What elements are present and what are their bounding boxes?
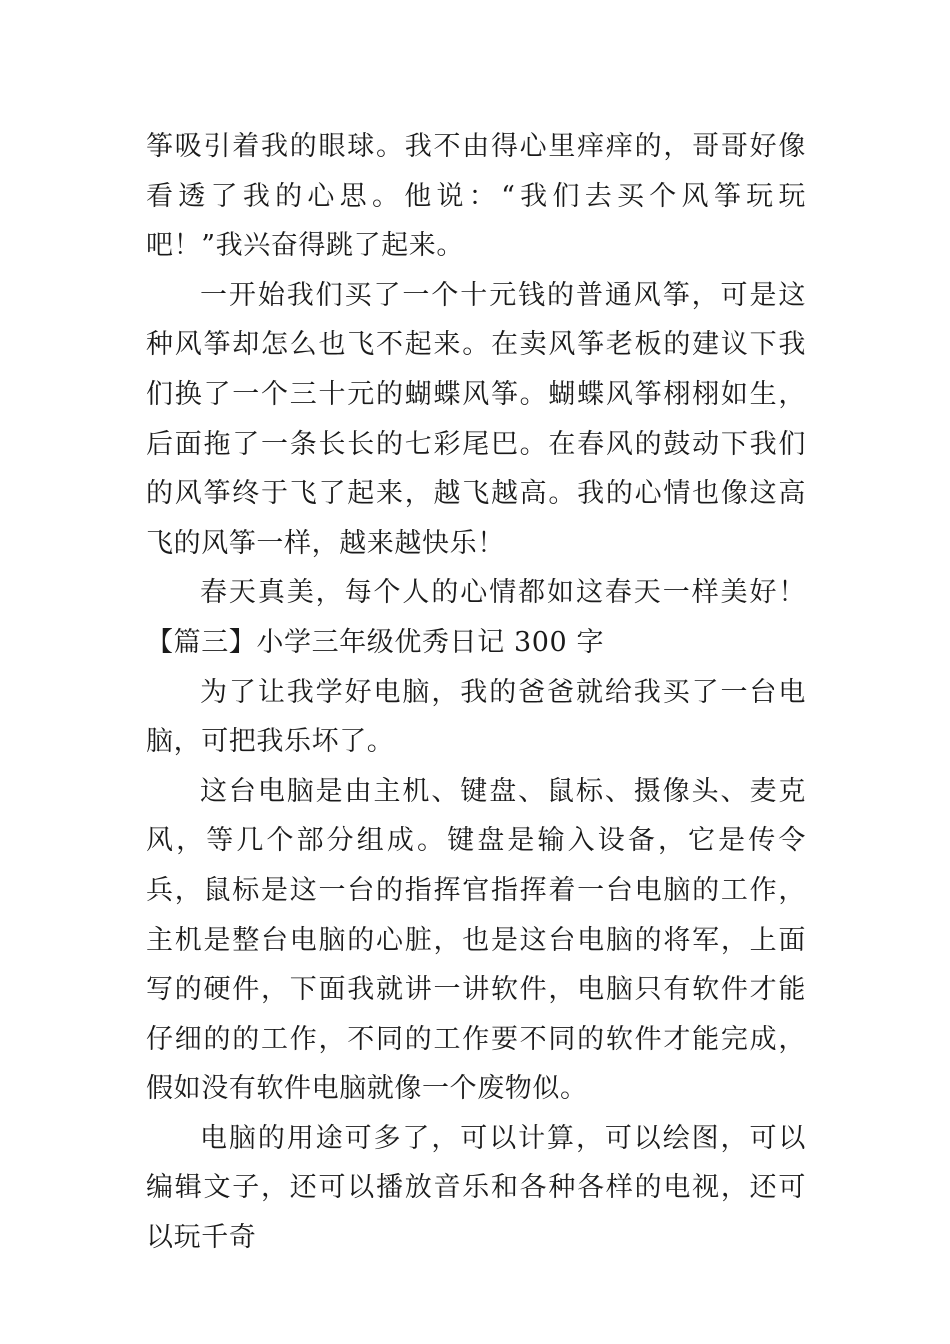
document-page [146,122,806,1263]
paragraph-kite-intro: 筝吸引着我的眼球。我不由得心里痒痒的，哥哥好像看透了我的心思。他说：“我们去买个风筝玩玩吧！”我兴奋得跳了起来。 [146,131,806,262]
paragraph-computer-uses: 电脑的用途可多了，可以计算，可以绘图，可以编辑文子，还可以播放音乐和各种各样的电视，还可以玩千奇 [146,1122,806,1254]
paragraph-spring-and-title: 春天真美，每个人的心情都如这春天一样美好！【篇三】小学三年级优秀日记 300 字 [146,577,806,658]
paragraph-computer-gift: 为了让我学好电脑，我的爸爸就给我买了一台电脑，可把我乐坏了。 [146,676,806,758]
paragraph-computer-parts: 这台电脑是由主机、键盘、鼠标、摄像头、麦克风，等几个部分组成。键盘是输入设备，它是传令兵，鼠标是这一台的指挥官指挥着一台电脑的工作，主机是整台电脑的心脏，也是这台电脑的将军，上面写的硬件，下面我就讲一讲软件，电脑只有软件才能仔细的的工作，不同的工作要不同的软件才能完成，假如没有软件电脑就像一个废物似。 [146,775,806,1105]
paragraph-butterfly-kite: 一开始我们买了一个十元钱的普通风筝，可是这种风筝却怎么也飞不起来。在卖风筝老板的建议下我们换了一个三十元的蝴蝶风筝。蝴蝶风筝栩栩如生，后面拖了一条长长的七彩尾巴。在春风的鼓动下我们的风筝终于飞了起来，越飞越高。我的心情也像这高飞的风筝一样，越来越快乐！ [146,279,806,559]
